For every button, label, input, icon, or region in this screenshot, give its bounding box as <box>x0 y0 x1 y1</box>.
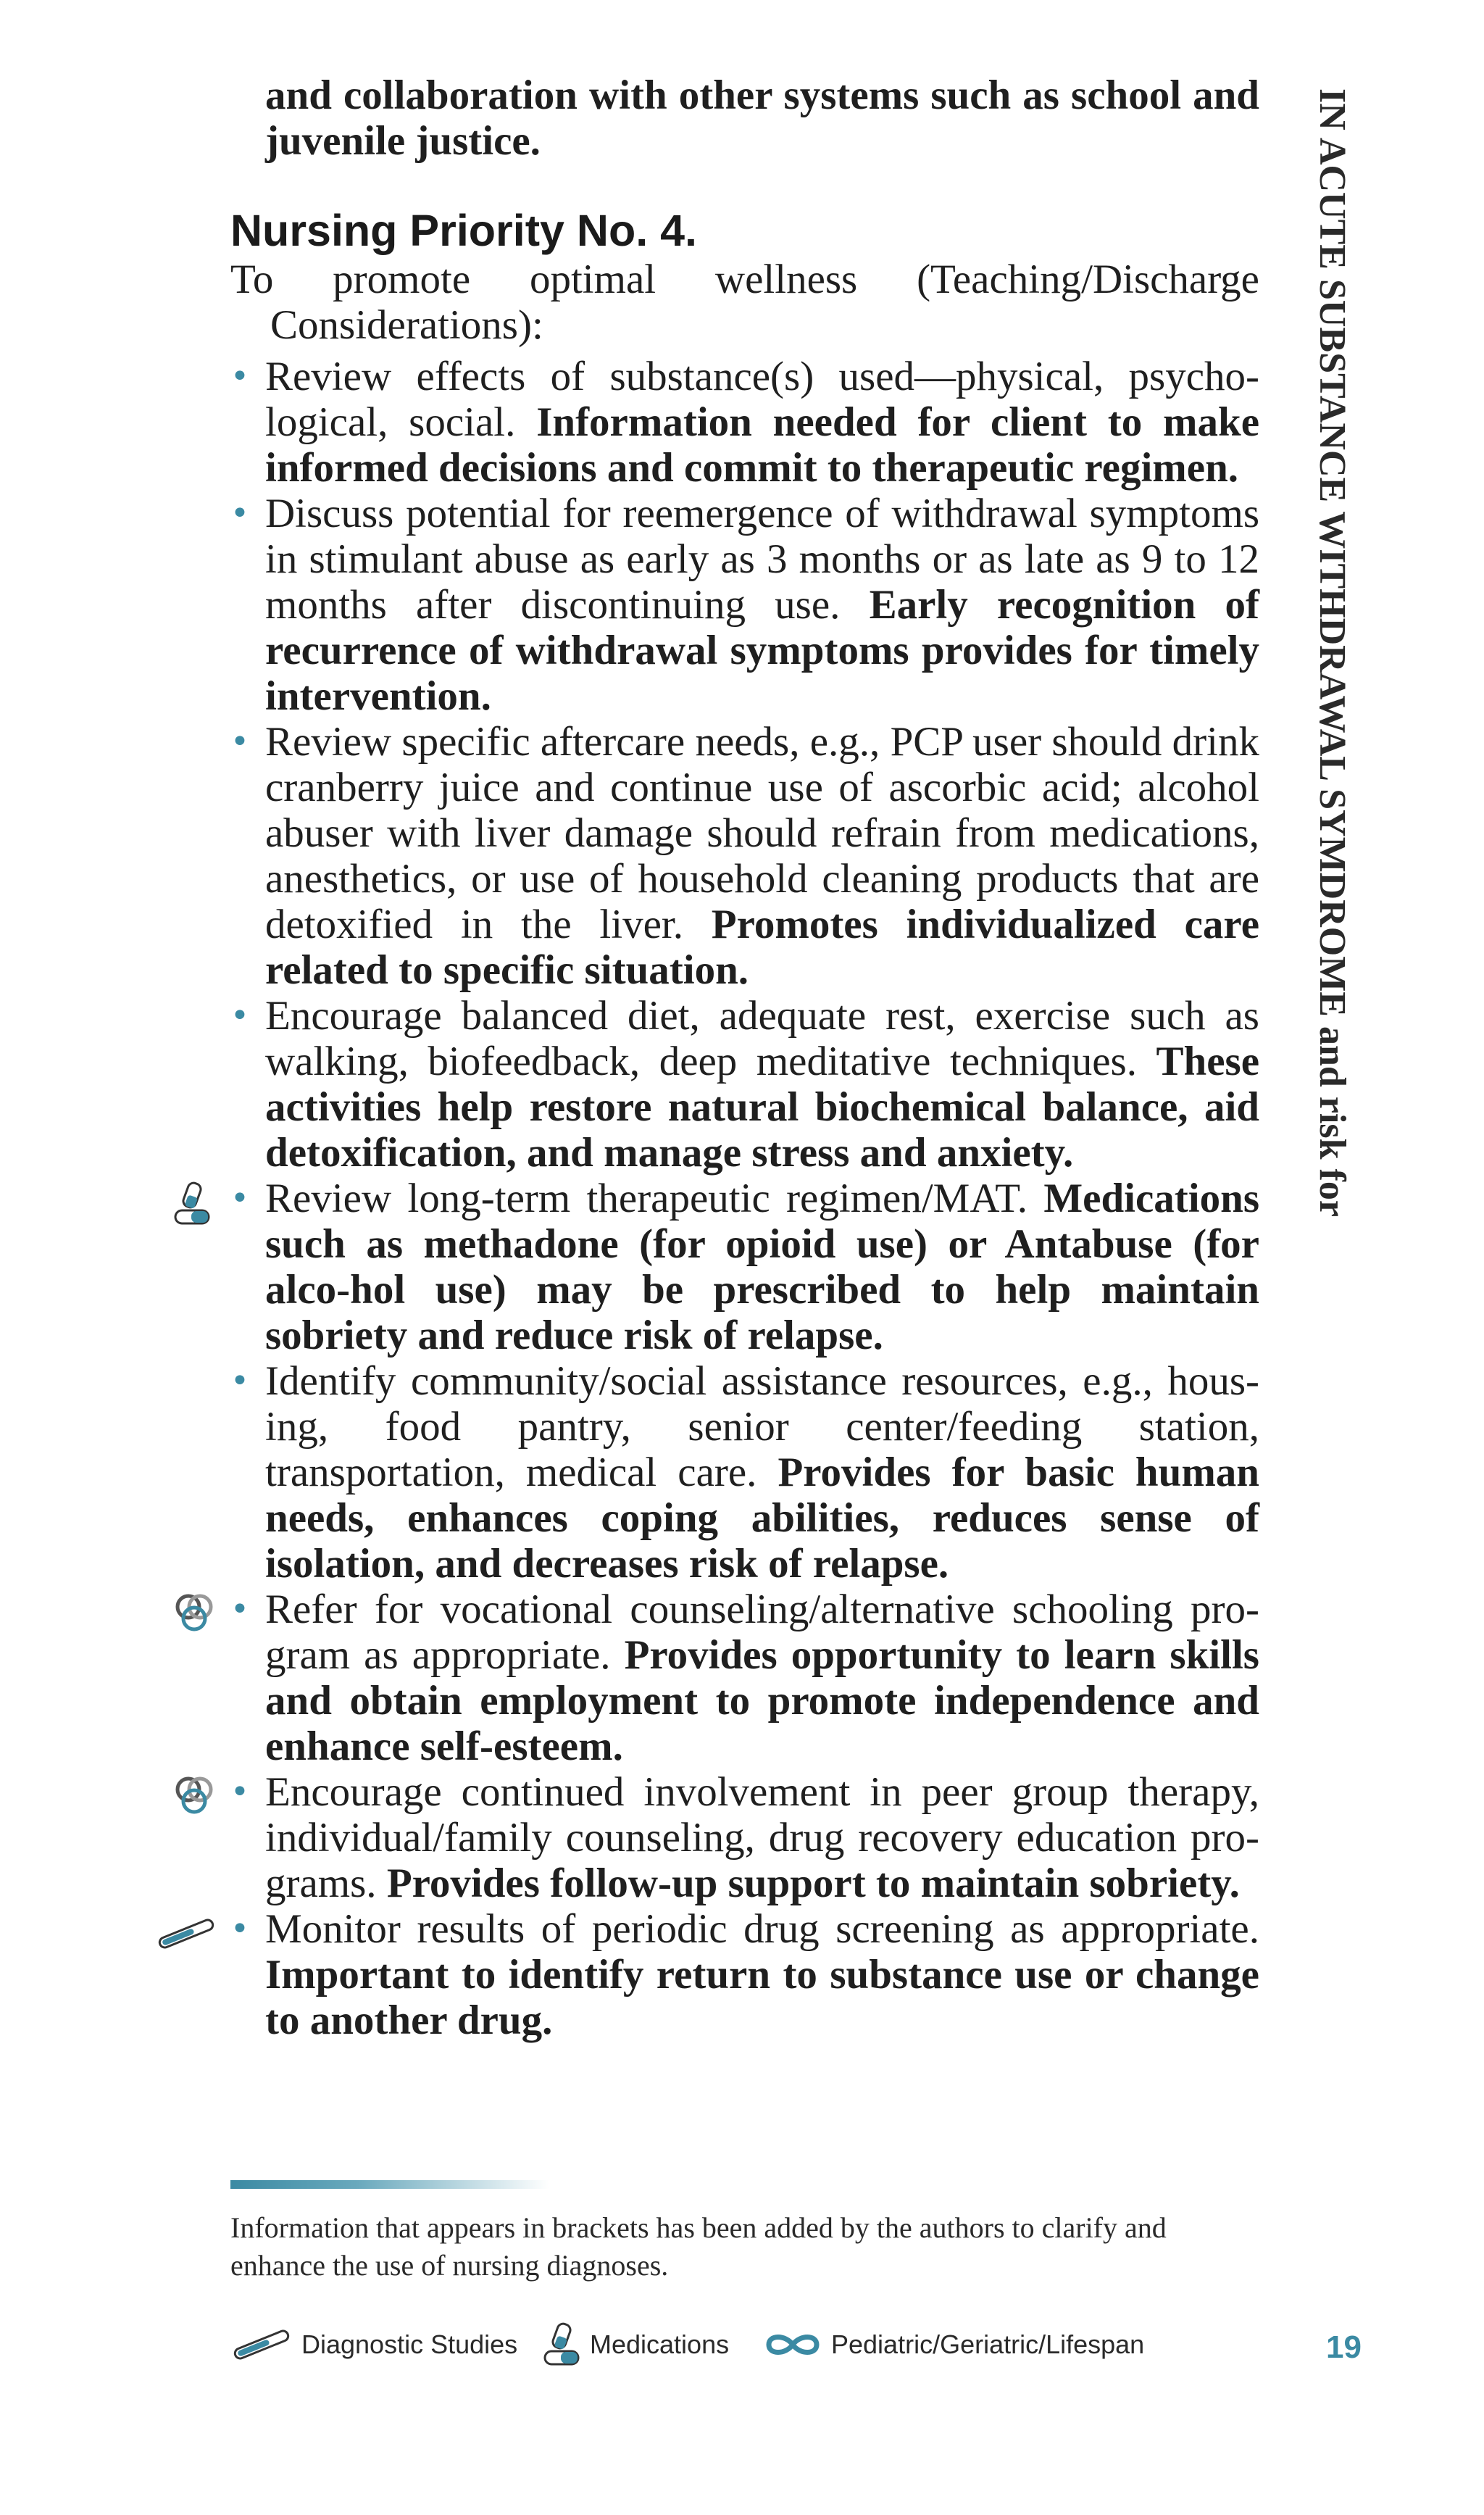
bullet-icon: • <box>230 997 249 1034</box>
intervention-text: Refer for vocational counseling/alternative schooling pro-gram as appropriate. <box>265 1587 1259 1678</box>
infinity-icon <box>763 2330 822 2359</box>
list-item <box>230 354 1259 491</box>
rationale-text: These activities help restore natural biochemical balance, aid detoxification, and manage stress and anxiety. <box>265 1039 1259 1176</box>
bullet-icon: • <box>230 723 249 760</box>
diagnostic-studies-icon <box>230 2329 293 2361</box>
list-item <box>230 1176 1259 1358</box>
bullet-icon: • <box>230 495 249 532</box>
rationale-text: Information needed for client to make informed decisions and commit to therapeutic regimen. <box>265 399 1260 491</box>
diagnostic-studies-icon <box>155 1913 217 1959</box>
section-intro <box>230 257 1259 348</box>
intervention-text: Identify community/social assistance resources, e.g., hous-ing, food pantry, senior center/feeding station, transportation, medical care. <box>265 1358 1259 1495</box>
rationale-text: Promotes individualized care related to specific situation. <box>265 902 1259 993</box>
intervention-list <box>230 354 1259 2043</box>
bullet-icon: • <box>230 1363 249 1400</box>
list-item <box>230 719 1259 993</box>
intervention-text: Review specific aftercare needs, e.g., PCP user should drink cranberry juice and continue use of ascorbic acid; alcohol abuser with liver damage should refrain from medications, anesthetics, or use of household cleaning products that are detoxified in the liver. <box>265 719 1259 947</box>
intervention-text: Monitor results of periodic drug screening as appropriate. <box>265 1906 1259 1952</box>
rationale-text: Medications such as methadone (for opioid use) or Antabuse (for alco-hol use) may be prescribed to help maintain sobriety and reduce risk of relapse. <box>265 1176 1260 1358</box>
icon-legend <box>230 2319 1390 2370</box>
continuation-text: and collaboration with other systems such as school and juvenile justice. <box>265 72 1259 164</box>
intervention-text: Review long-term therapeutic regimen/MAT. <box>265 1176 1028 1221</box>
list-item <box>230 1587 1259 1769</box>
legend-item-medications <box>542 2319 729 2370</box>
intervention-text: Discuss potential for reemergence of withdrawal symptoms in stimulant abuse as early as 3 months or as late as 9 to 12 months after discontinuing use. <box>265 491 1259 628</box>
list-item <box>230 1769 1259 1906</box>
intro-line-2: Considerations): <box>270 302 543 348</box>
legend-item-lifespan <box>763 2319 1144 2370</box>
section-heading: Nursing Priority No. 4. <box>230 206 697 255</box>
intro-line-1: To promote optimal wellness (Teaching/Discharge <box>230 257 1259 302</box>
list-item <box>230 1906 1259 2043</box>
page-number: 19 <box>1326 2329 1362 2365</box>
collaborative-icon <box>172 1774 216 1826</box>
medications-icon <box>542 2321 581 2369</box>
rationale-text: Provides for basic human needs, enhances coping abilities, reduces sense of isolation, and decreases risk of relapse. <box>265 1450 1259 1587</box>
bullet-icon: • <box>230 1911 249 1947</box>
bullet-icon: • <box>230 1591 249 1628</box>
rationale-text: Provides opportunity to learn skills and obtain employment to promote independence and enhance self-esteem. <box>265 1632 1259 1769</box>
list-item <box>230 1358 1259 1587</box>
rationale-text: Provides follow-up support to maintain sobriety. <box>386 1861 1240 1906</box>
rationale-text: Important to identify return to substance use or change to another drug. <box>265 1952 1259 2043</box>
legend-label: Pediatric/Geriatric/Lifespan <box>831 2329 1145 2359</box>
rationale-text: Early recognition of recurrence of withdrawal symptoms provides for timely intervention. <box>265 582 1259 719</box>
bullet-icon: • <box>230 1180 249 1217</box>
chapter-side-tab: IN ACUTE SUBSTANCE WITHDRAWAL SYMDROME and risk for <box>1312 88 1353 1217</box>
main-content <box>230 72 1259 2043</box>
intervention-text: Encourage continued involvement in peer group therapy, individual/family counseling, drug recovery education pro-grams. <box>265 1769 1259 1906</box>
legend-label: Medications <box>590 2329 730 2359</box>
intervention-text: Review effects of substance(s) used—physical, psycho-logical, social. <box>265 354 1259 445</box>
medications-icon <box>172 1180 212 1237</box>
legend-label: Diagnostic Studies <box>301 2329 518 2359</box>
intervention-text: Encourage balanced diet, adequate rest, exercise such as walking, biofeedback, deep meditative techniques. <box>265 993 1259 1084</box>
collaborative-icon <box>172 1591 216 1644</box>
footnote-divider <box>230 2180 549 2189</box>
bullet-icon: • <box>230 1774 249 1811</box>
list-item <box>230 993 1259 1176</box>
legend-item-diagnostic <box>230 2319 517 2370</box>
bullet-icon: • <box>230 358 249 395</box>
list-item <box>230 491 1259 719</box>
footnote: Information that appears in brackets has been added by the authors to clarify and enhance the use of nursing diagnoses. <box>230 2211 1167 2282</box>
